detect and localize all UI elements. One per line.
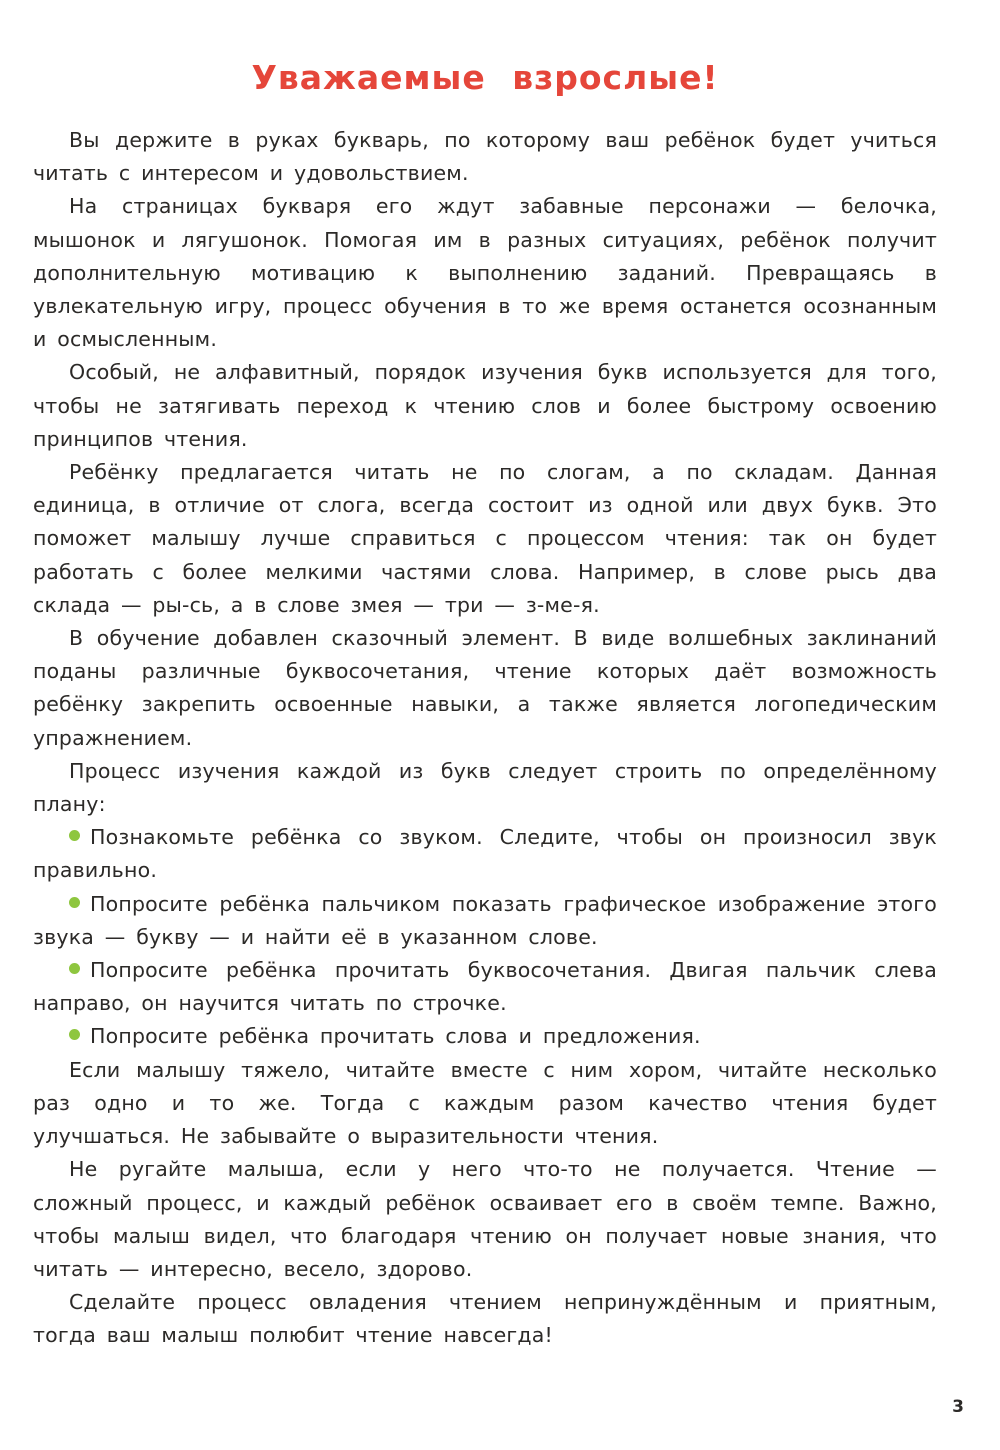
bullet-dot-icon bbox=[69, 1029, 80, 1040]
list-item bbox=[33, 888, 937, 954]
paragraph-conclusion: Сделайте процесс овладения чтением непринуждённым и приятным, тогда ваш малыш полюбит чтение навсегда! bbox=[33, 1290, 937, 1348]
list-item bbox=[33, 954, 937, 1020]
paragraph-magic-element: В обучение добавлен сказочный элемент. В виде волшебных заклинаний поданы различные буквосочетания, чтение которых даёт возможность ребёнку закрепить освоенные навыки, а также является логопедическим упражнением. bbox=[33, 626, 937, 750]
page-number: 3 bbox=[952, 1397, 964, 1417]
list-item-text: Попросите ребёнка прочитать слова и предложения. bbox=[90, 1024, 701, 1049]
paragraph-intro: Вы держите в руках букварь, по которому ваш ребёнок будет учиться читать с интересом и удовольствием. bbox=[33, 128, 937, 186]
body-text bbox=[33, 124, 937, 1353]
list-item-text: Попросите ребёнка пальчиком показать графическое изображение этого звука — букву — и найти её в указанном слове. bbox=[33, 891, 937, 949]
list-item-text: Познакомьте ребёнка со звуком. Следите, чтобы он произносил звук правильно. bbox=[33, 825, 937, 883]
paragraph-skladi: Ребёнку предлагается читать не по слогам, а по складам. Данная единица, в отличие от слога, всегда состоит из одной или двух букв. Это поможет малышу лучше справиться с процессом чтения: так он будет работать с более мелкими частями слова. Например, в слове рысь два склада — ры-сь, а в слове змея — три — з-ме-я. bbox=[33, 460, 937, 617]
paragraph-letter-order: Особый, не алфавитный, порядок изучения букв используется для того, чтобы не затягивать переход к чтению слов и более быстрому освоению принципов чтения. bbox=[33, 360, 937, 451]
list-item bbox=[33, 1020, 937, 1053]
list-item bbox=[33, 821, 937, 887]
bullet-dot-icon bbox=[69, 963, 80, 974]
list-item-text: Попросите ребёнка прочитать буквосочетания. Двигая пальчик слева направо, он научится читать по строчке. bbox=[33, 958, 937, 1016]
paragraph-dont-scold: Не ругайте малыша, если у него что-то не получается. Чтение — сложный процесс, и каждый ребёнок осваивает его в своём темпе. Важно, чтобы малыш видел, что благодаря чтению он получает новые знания, что читать — интересно, весело, здорово. bbox=[33, 1157, 937, 1281]
paragraph-characters: На страницах букваря его ждут забавные персонажи — белочка, мышонок и лягушонок. Помогая им в разных ситуациях, ребёнок получит дополнительную мотивацию к выполнению заданий. Превращаясь в увлекательную игру, процесс обучения в то же время останется осознанным и осмысленным. bbox=[33, 194, 937, 352]
bullet-dot-icon bbox=[69, 830, 80, 841]
page-title: Уважаемые взрослые! bbox=[251, 58, 719, 97]
paragraph-plan-intro: Процесс изучения каждой из букв следует строить по определённому плану: bbox=[33, 758, 937, 817]
bullet-dot-icon bbox=[69, 897, 80, 908]
paragraph-read-together: Если малышу тяжело, читайте вместе с ним хором, читайте несколько раз одно и то же. Тогда с каждым разом качество чтения будет улучшаться. Не забывайте о выразительности чтения. bbox=[33, 1057, 937, 1149]
